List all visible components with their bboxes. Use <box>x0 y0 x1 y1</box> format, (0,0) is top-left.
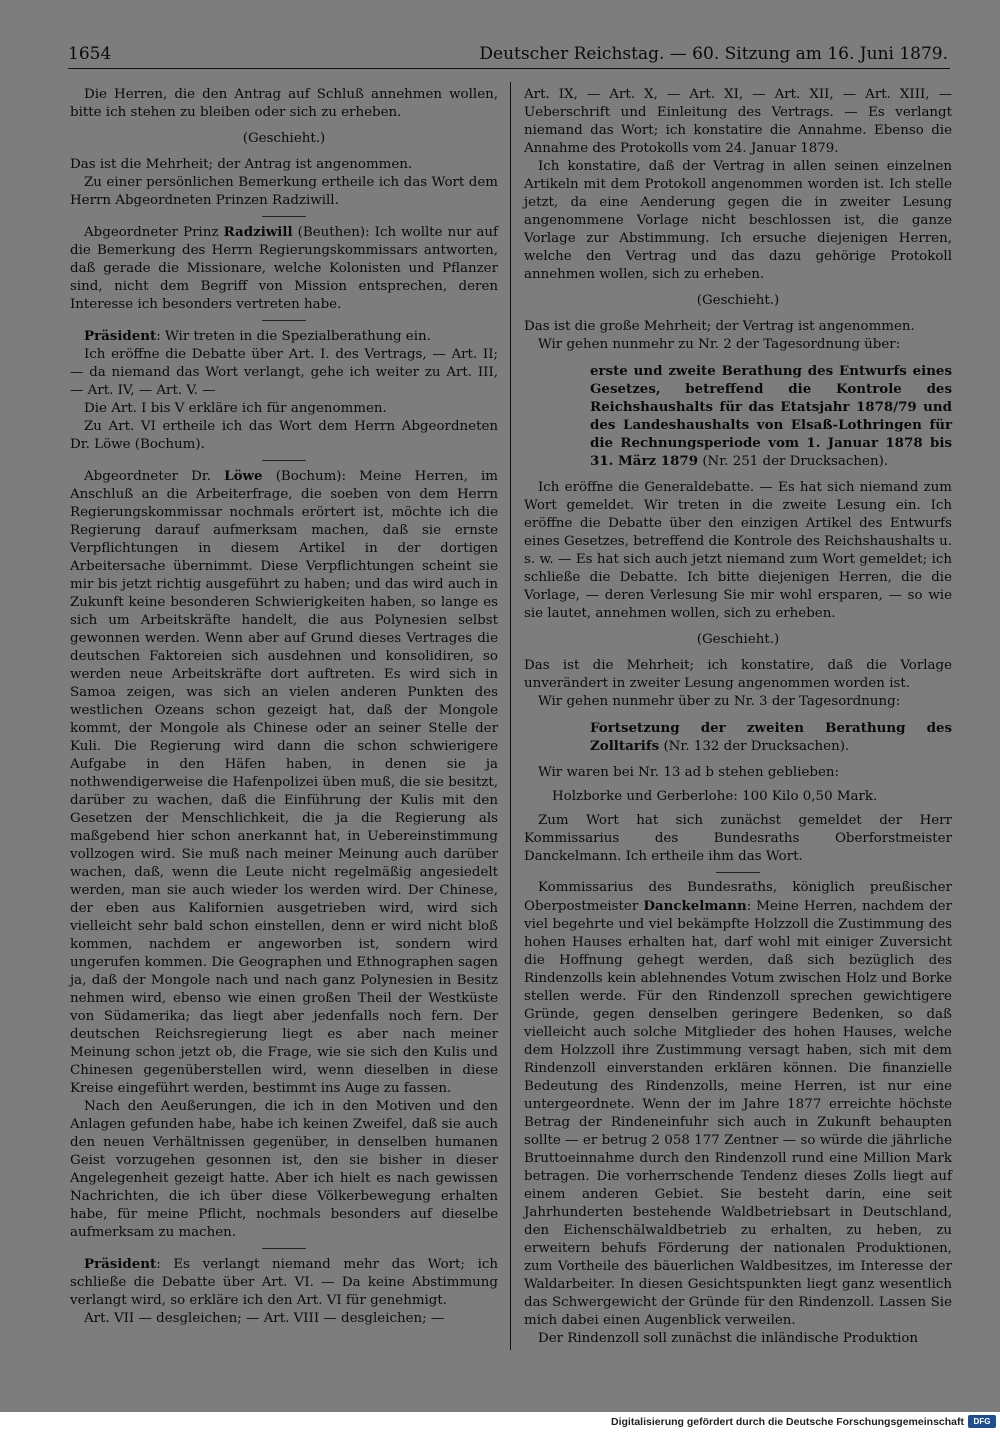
paragraph: Zum Wort hat sich zunächst gemeldet der Herr Kommissarius des Bundesraths Oberforstmeister Danckelmann. Ich ertheile ihm das Wort. <box>524 813 952 864</box>
speech <box>70 223 498 314</box>
paragraph: Ich konstatire, daß der Vertrag in allen seinen einzelnen Artikeln mit dem Protokoll angenommen worden ist. Ich stelle jetzt, da eine Aenderung gegen die in zweiter Lesung angenommene Vorlage nicht beschlossen ist, die ganze Vorlage zur Abstimmung. Ich ersuche diejenigen Herren, welche den Vertrag und das dazu gehörige Protokoll annehmen wollen, sich zu erheben. <box>524 159 952 282</box>
agenda-reference: (Nr. 251 der Drucksachen). <box>698 454 889 469</box>
page-header <box>68 42 948 68</box>
dfg-logo: DFG <box>968 1415 996 1428</box>
speaker-name: Löwe <box>224 468 263 484</box>
separator <box>262 320 306 321</box>
agenda-item <box>590 362 952 471</box>
left-column <box>70 86 498 1328</box>
stage-direction: (Geschieht.) <box>696 632 780 647</box>
funding-note: Digitalisierung gefördert durch die Deutsche Forschungsgemeinschaft <box>611 1416 964 1428</box>
stage-direction: (Geschieht.) <box>242 131 326 146</box>
speaker-name: Präsident <box>84 1256 157 1272</box>
speech-text: (Beuthen): Ich wollte nur auf die Bemerkung des Herrn Regierungskommissars antworten, daß gerade die Missionare, welche Kolonisten und Pflanzer sind, nicht dem Begriff von Mission entsprechen, deren Interesse ich besonders vertreten habe. <box>70 225 498 312</box>
paragraph: Wir gehen nunmehr über zu Nr. 3 der Tagesordnung: <box>538 694 901 709</box>
agenda-title: erste und zweite Berathung des Entwurfs eines Gesetzes, betreffend die Kontrole des Reichshaushalts für das Etatsjahr 1878/79 und des Landeshaushalts von Elsaß-Lothringen für die Rechnungsperiode vom 1. Januar 1878 bis 31. März 1879 <box>590 363 952 469</box>
speaker-prefix: Kommissarius des Bundesraths, königlich preußischer Oberpostmeister <box>524 880 952 914</box>
agenda-reference: (Nr. 132 der Drucksachen). <box>659 739 850 754</box>
speaker-name: Danckelmann <box>643 898 747 914</box>
paragraph: Art. IX, — Art. X, — Art. XI, — Art. XII, — Art. XIII, — Ueberschrift und Einleitung des Vertrags. — Es verlangt niemand das Wort; ich konstatire die Annahme. Ebenso die Annahme des Protokolls vom 24. Januar 1879. <box>524 87 952 156</box>
speech <box>70 467 498 1098</box>
agenda-item <box>590 719 952 756</box>
separator <box>716 872 760 873</box>
tariff-item: Holzborke und Gerberlohe: 100 Kilo 0,50 Mark. <box>552 789 878 804</box>
paragraph: Die Herren, die den Antrag auf Schluß annehmen wollen, bitte ich stehen zu bleiben oder sich zu erheben. <box>70 87 498 120</box>
speech-text: (Bochum): Meine Herren, im Anschluß an die Arbeiterfrage, die soeben von dem Herrn Regierungskommissar nochmals erörtert ist, möchte ich die Regierung darauf aufmerksam machen, daß sie ernste Verpflichtungen in diesem Artikel in der dortigen Arbeitersache übernimmt. Diese Verpflichtungen scheint sie mir bis jetzt richtig ausgeführt zu haben; und das wird auch in Zukunft keine besonderen Schwierigkeiten haben, so lange es sich um Arbeitskräfte handelt, die aus Polynesien selbst gewonnen werden. Wenn aber auf Grund dieses Vertrages die deutschen Faktoreien sich ausdehnen und konsolidiren, so werden neue Arbeitskräfte dort auftreten. Es wird sich in Samoa zeigen, was sich an vielen anderen Punkten des westlichen Ozeans schon gezeigt hat, daß der Mongole kommt, der Mongole als Chinese oder an seiner Stelle der Kuli. Die Regierung wird dann die schon schwierigere Aufgabe in den Häfen haben, in denen sie ja nothwendigerweise die Hafenpolizei üben muß, die sie besitzt, darüber zu wachen, daß die Einführung der Kulis mit den Gesetzen der Menschlichkeit, die ja die Regierung als maßgebend hier schon anerkannt hat, in Uebereinstimmung vollzogen wird. Sie muß nach meiner Meinung auch darüber wachen, daß, wenn die Leute nicht regelmäßig angesiedelt werden, man sie auch wieder los werden wird. Der Chinese, der eben aus Kalifornien ausgetrieben wird, wird sich vielleicht sehr bald schon einstellen, denn er wird nicht bloß kommen, nachdem er angeworben ist, sondern wird ungerufen kommen. Die Geographen und Ethnographen sagen ja, daß der Mongole nach und nach ganz Polynesien in Besitz nehmen wird, ebenso wie einen großen Theil der Westküste von Südamerika; das liegt aber jedenfalls noch fern. Der deutschen Reichsregierung liegt es aber nach meiner Meinung schon jetzt ob, die Frage, wie sie sich den Kulis und Chinesen gegenüberstellen wird, wenn dieselben in diese Kreise eingeführt werden, bestimmt ins Auge zu fassen. <box>70 469 498 1096</box>
agenda-title: Fortsetzung der zweiten Berathung des Zolltarifs <box>590 720 952 754</box>
paragraph: Wir waren bei Nr. 13 ad b stehen geblieben: <box>538 765 840 780</box>
speech-text: : Wir treten in die Spezialberathung ein. <box>156 329 431 344</box>
separator <box>262 1248 306 1249</box>
paragraph: Zu einer persönlichen Bemerkung ertheile ich das Wort dem Herrn Abgeordneten Prinzen Radziwill. <box>70 175 498 208</box>
paragraph: Nach den Aeußerungen, die ich in den Motiven und den Anlagen gefunden habe, habe ich keinen Zweifel, daß sie auch den neuen Verhältnissen gegenüber, in denselben humanen Geist vorzugehen gesonnen ist, den sie bisher in dieser Angelegenheit gezeigt hatte. Aber ich hielt es nach gewissen Nachrichten, die ich über diese Völkerbewegung erhalten habe, für meine Pflicht, nochmals besonders auf dieselbe aufmerksam zu machen. <box>70 1099 498 1240</box>
paragraph: Der Rindenzoll soll zunächst die inländische Produktion <box>538 1331 919 1346</box>
speaker-name: Radziwill <box>223 224 293 240</box>
column-divider <box>510 82 511 1350</box>
paragraph: Ich eröffne die Generaldebatte. — Es hat sich niemand zum Wort gemeldet. Wir treten in die zweite Lesung ein. Ich eröffne die Debatte über den einzigen Artikel des Entwurfs eines Gesetzes, betreffend die Kontrole des Reichshaushalts u. s. w. — Es hat sich auch jetzt niemand zum Wort gemeldet; ich schließe die Debatte. Ich bitte diejenigen Herren, die die Vorlage, — deren Verlesung Sie mir wohl ersparen, — so wie sie lautet, annehmen wollen, sich zu erheben. <box>524 480 952 621</box>
paragraph: Zu Art. VI ertheile ich das Wort dem Herrn Abgeordneten Dr. Löwe (Bochum). <box>70 419 498 452</box>
speech <box>70 327 498 346</box>
running-head: Deutscher Reichstag. — 60. Sitzung am 16. Juni 1879. <box>479 44 948 64</box>
right-column <box>524 86 952 1348</box>
paragraph: Die Art. I bis V erkläre ich für angenommen. <box>84 401 387 416</box>
speech-text: : Es verlangt niemand mehr das Wort; ich schließe die Debatte über Art. VI. — Da keine Abstimmung verlangt wird, so erkläre ich den Art. VI für genehmigt. <box>70 1257 498 1308</box>
header-rule <box>68 68 950 69</box>
footer-bar <box>0 1412 1000 1432</box>
stage-direction: (Geschieht.) <box>696 293 780 308</box>
paragraph: Das ist die große Mehrheit; der Vertrag ist angenommen. <box>524 319 915 334</box>
separator <box>262 460 306 461</box>
paragraph: Das ist die Mehrheit; ich konstatire, daß die Vorlage unverändert in zweiter Lesung angenommen worden ist. <box>524 658 952 691</box>
paragraph: Das ist die Mehrheit; der Antrag ist angenommen. <box>70 157 413 172</box>
paragraph: Ich eröffne die Debatte über Art. I. des Vertrags, — Art. II; — da niemand das Wort verlangt, gehe ich weiter zu Art. III, — Art. IV, — Art. V. — <box>70 347 498 398</box>
speaker-name: Präsident <box>84 328 157 344</box>
speech <box>70 1255 498 1310</box>
page-number: 1654 <box>68 44 112 64</box>
separator <box>262 216 306 217</box>
speaker-prefix: Abgeordneter Prinz <box>84 225 224 240</box>
paragraph: Art. VII — desgleichen; — Art. VIII — desgleichen; — <box>84 1311 445 1326</box>
speaker-prefix: Abgeordneter Dr. <box>84 469 225 484</box>
speech <box>524 879 952 1330</box>
paragraph: Wir gehen nunmehr zu Nr. 2 der Tagesordnung über: <box>538 337 901 352</box>
speech-text: : Meine Herren, nachdem der viel begehrte und viel bekämpfte Holzzoll die Zustimmung des hohen Hauses erhalten hat, darf wohl mit einiger Zuversicht die Hoffnung gehegt werden, daß sich bezüglich des Rindenzolls kein ablehnendes Votum zwischen Holz und Borke stellen werde. Für den Rindenzoll sprechen gewichtigere Gründe, gegen denselben geringere Bedenken, so daß vielleicht auch solche Mitglieder des hohen Hauses, welche dem Holzzoll ihre Zustimmung versagt haben, sich mit dem Rindenzoll einverstanden erklären können. Die finanzielle Bedeutung des Rindenzolls, meine Herren, ist nur eine untergeordnete. Wenn der im Jahre 1877 erreichte höchste Betrag der Rindeneinfuhr sich auch in Zukunft behaupten sollte — er betrug 2 058 177 Zentner — so würde die jährliche Bruttoeinnahme durch den Rindenzoll rund eine Million Mark betragen. Die vorherrschende Tendenz dieses Zolls liegt auf einem anderen Gebiet. Sie besteht darin, eine seit Jahrhunderten bestehende Waldbetriebsart in Deutschland, den Eichenschälwaldbetrieb zu erhalten, zu heben, zu erweitern behufs Förderung der nationalen Produktionen, zum Vortheile des bäuerlichen Waldbesitzes, im Interesse der Waldarbeiter. In diesen Gesichtspunkten liegt ganz wesentlich das Schwergewicht der Gründe für den Rindenzoll. Lassen Sie mich dabei einen Augenblick verweilen. <box>524 899 952 1328</box>
